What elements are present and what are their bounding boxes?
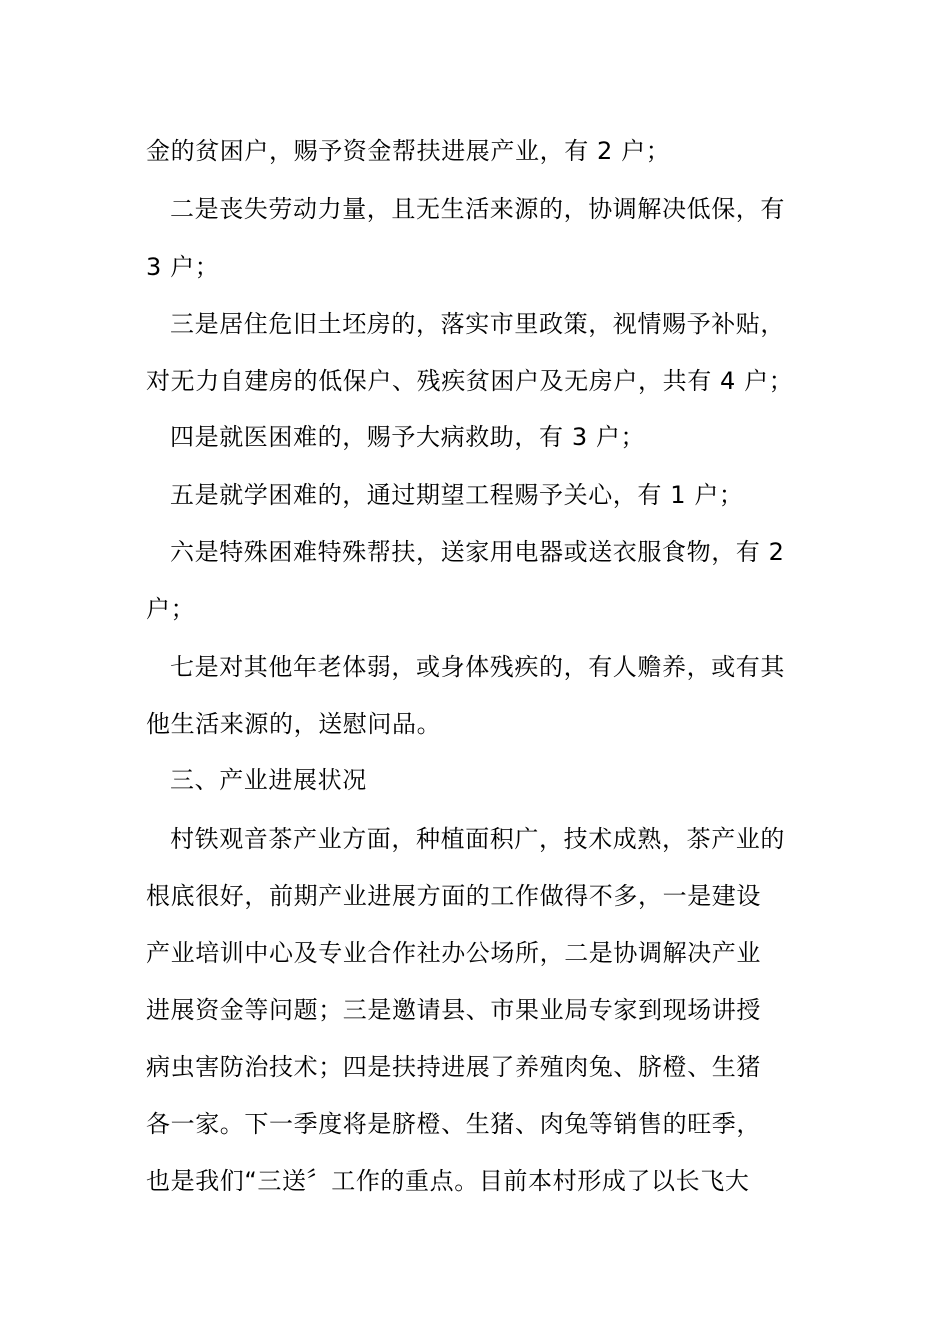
text-line: 七是对其他年老体弱，或身体残疾的，有人赡养，或有其 — [170, 653, 785, 681]
text-line: 金的贫困户，赐予资金帮扶进展产业，有 2 户； — [146, 137, 671, 165]
text-line: 根底很好，前期产业进展方面的工作做得不多，一是建设 — [146, 882, 761, 910]
text-line: 也是我们“三送〞工作的重点。目前本村形成了以长飞大 — [146, 1167, 750, 1195]
section-heading: 三、产业进展状况 — [170, 766, 367, 794]
text-line: 村铁观音茶产业方面，种植面积广，技术成熟，茶产业的 — [170, 825, 785, 853]
text-line: 他生活来源的，送慰问品。 — [146, 710, 442, 738]
text-line: 户； — [146, 595, 196, 623]
text-line: 三是居住危旧土坯房的，落实市里政策，视情赐予补贴， — [170, 310, 785, 338]
text-line: 各一家。下一季度将是脐橙、生猪、肉兔等销售的旺季， — [146, 1110, 761, 1138]
text-line: 五是就学困难的，通过期望工程赐予关心，有 1 户； — [170, 481, 744, 509]
text-line: 3 户； — [146, 253, 220, 281]
text-line: 病虫害防治技术；四是扶持进展了养殖肉兔、脐橙、生猪 — [146, 1053, 761, 1081]
text-line: 六是特殊困难特殊帮扶，送家用电器或送衣服食物，有 2 — [170, 538, 785, 566]
text-line: 产业培训中心及专业合作社办公场所，二是协调解决产业 — [146, 939, 761, 967]
text-line: 四是就医困难的，赐予大病救助，有 3 户； — [170, 423, 646, 451]
text-line: 对无力自建房的低保户、残疾贫困户及无房户，共有 4 户； — [146, 367, 794, 395]
text-line: 进展资金等问题；三是邀请县、市果业局专家到现场讲授 — [146, 996, 761, 1024]
text-line: 二是丧失劳动力量，且无生活来源的，协调解决低保，有 — [170, 195, 785, 223]
